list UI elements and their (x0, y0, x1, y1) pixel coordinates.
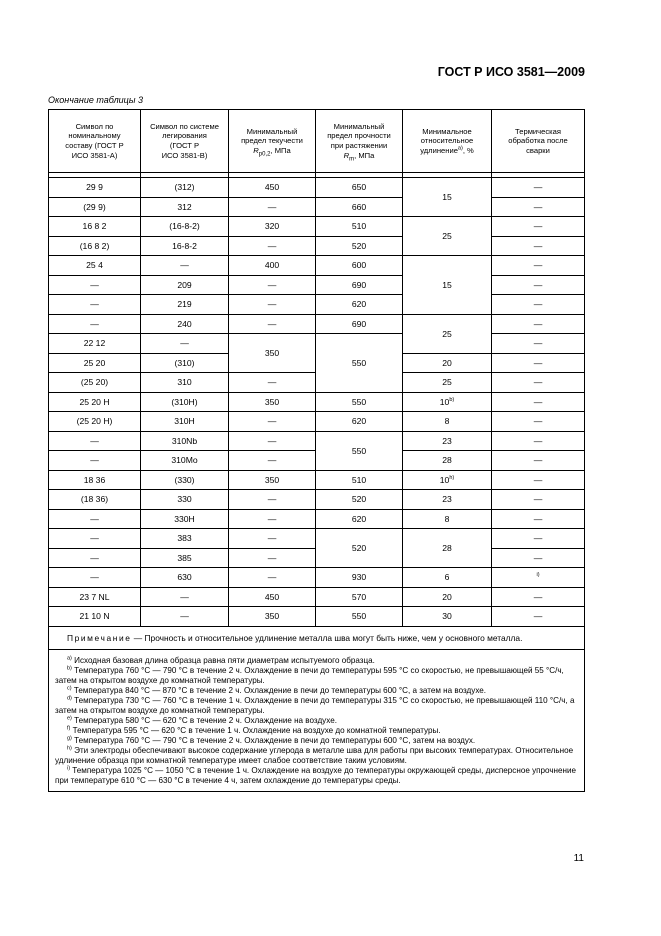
cell-alloy: 310 (141, 373, 229, 393)
header-text: относительное (420, 136, 474, 146)
column-header-elongation (403, 110, 492, 173)
cell-tensile: 520 (316, 236, 403, 256)
cell-yield: — (229, 295, 316, 315)
header-text: Символ по (75, 121, 114, 131)
cell-tensile: 690 (316, 314, 403, 334)
elongation-value: 10 (439, 474, 450, 485)
footnote-mark: a) (67, 654, 72, 661)
footnote (55, 726, 578, 736)
footnote-mark: d) (67, 694, 72, 701)
footnote-mark: e) (67, 714, 72, 721)
table-row (49, 470, 585, 490)
cell-heat: — (492, 529, 585, 549)
header-text: Минимальный (333, 121, 385, 131)
cell-elongation: 25 (403, 373, 492, 393)
cell-alloy: — (141, 587, 229, 607)
cell-alloy: 219 (141, 295, 229, 315)
cell-tensile: 660 (316, 197, 403, 217)
cell-heat: — (492, 490, 585, 510)
cell-tensile: 930 (316, 568, 403, 588)
footnote-mark: a) (457, 145, 463, 152)
cell-yield: — (229, 412, 316, 432)
header-unit: , МПа (270, 145, 291, 155)
cell-elongation: 15 (403, 178, 492, 217)
cell-elongation: 20 (403, 587, 492, 607)
cell-yield: 350 (229, 470, 316, 490)
header-text: ИСО 3581-А) (71, 150, 118, 160)
cell-alloy: 312 (141, 197, 229, 217)
table-row (49, 217, 585, 237)
cell-nominal: 25 20 H (49, 392, 141, 412)
cell-tensile: 620 (316, 295, 403, 315)
cell-yield: 350 (229, 607, 316, 627)
header-text: Минимальное (422, 126, 472, 136)
header-text: (ГОСТ Р (169, 141, 200, 150)
cell-heat: — (492, 509, 585, 529)
cell-tensile: 690 (316, 275, 403, 295)
cell-nominal: — (49, 548, 141, 568)
header-text: Минимальный (246, 126, 298, 136)
column-header-yield-strength (229, 110, 316, 173)
footnote-mark: b) (67, 664, 72, 671)
column-header-tensile-strength (316, 110, 403, 173)
cell-alloy: 209 (141, 275, 229, 295)
header-text: удлинение (420, 145, 458, 155)
cell-nominal: — (49, 431, 141, 451)
cell-heat: — (492, 275, 585, 295)
cell-heat: — (492, 548, 585, 568)
cell-nominal: 21 10 N (49, 607, 141, 627)
cell-heat: — (492, 295, 585, 315)
cell-tensile: 550 (316, 431, 403, 470)
footnote-mark: b) (449, 396, 455, 403)
cell-nominal: — (49, 568, 141, 588)
table-row (49, 431, 585, 451)
cell-heat: — (492, 470, 585, 490)
cell-tensile: 570 (316, 587, 403, 607)
cell-yield: 450 (229, 587, 316, 607)
footnote (55, 766, 578, 786)
cell-nominal: — (49, 275, 141, 295)
cell-alloy: — (141, 607, 229, 627)
header-text: обработка после (508, 136, 568, 146)
cell-nominal: — (49, 529, 141, 549)
cell-alloy: — (141, 256, 229, 276)
column-header-heat-treatment (492, 110, 585, 173)
cell-heat: — (492, 236, 585, 256)
cell-nominal: (16 8 2) (49, 236, 141, 256)
cell-tensile: 520 (316, 490, 403, 510)
header-unit: , % (462, 145, 474, 155)
footnote-mark: g) (67, 734, 72, 741)
footnote (55, 666, 578, 686)
footnote-mark: h) (449, 474, 455, 481)
cell-elongation: 25 (403, 217, 492, 256)
cell-heat: — (492, 178, 585, 198)
cell-yield: 400 (229, 256, 316, 276)
cell-heat: — (492, 587, 585, 607)
table-header-row (49, 110, 585, 173)
header-symbol: R (253, 145, 259, 155)
table-row (49, 178, 585, 198)
cell-heat: — (492, 607, 585, 627)
cell-yield: 320 (229, 217, 316, 237)
column-header-alloy-symbol (141, 110, 229, 173)
cell-alloy: — (141, 334, 229, 354)
table-row (49, 509, 585, 529)
header-text: ИСО 3581-В) (161, 150, 208, 160)
footnotes-cell (49, 649, 585, 791)
cell-alloy: 240 (141, 314, 229, 334)
cell-heat: — (492, 431, 585, 451)
cell-nominal: (18 36) (49, 490, 141, 510)
cell-yield: — (229, 314, 316, 334)
cell-nominal: 22 12 (49, 334, 141, 354)
cell-heat: — (492, 412, 585, 432)
table-row (49, 314, 585, 334)
table-row (49, 529, 585, 549)
cell-heat: — (492, 197, 585, 217)
cell-nominal: (29 9) (49, 197, 141, 217)
cell-elongation: 28 (403, 529, 492, 568)
cell-alloy: 310H (141, 412, 229, 432)
footnote-mark: h) (67, 744, 72, 751)
cell-heat: — (492, 314, 585, 334)
cell-elongation: 25 (403, 314, 492, 353)
cell-yield: — (229, 431, 316, 451)
cell-yield: — (229, 451, 316, 471)
table-row (49, 568, 585, 588)
footnote-text: Температура 730 °С — 760 °С в течение 1 ч. Охлаждение в печи до температуры 315 °С со скоростью, не превышающей 110 °С/ч, а затем на открытом воздухе до комнатной температуры. (55, 695, 575, 715)
table-row (49, 587, 585, 607)
cell-yield: — (229, 197, 316, 217)
cell-tensile: 510 (316, 470, 403, 490)
footnote (55, 656, 578, 666)
table-row (49, 392, 585, 412)
cell-alloy: (330) (141, 470, 229, 490)
cell-elongation (403, 470, 492, 490)
table-row (49, 275, 585, 295)
table-row (49, 334, 585, 354)
cell-alloy: (16-8-2) (141, 217, 229, 237)
cell-heat: — (492, 392, 585, 412)
page-number: 11 (573, 853, 584, 864)
header-unit: , МПа (354, 150, 375, 160)
cell-alloy: 330H (141, 509, 229, 529)
header-text: легирования (162, 131, 207, 141)
cell-nominal: 25 20 (49, 353, 141, 373)
header-text: составу (ГОСТ Р (65, 141, 124, 150)
note-cell (49, 626, 585, 649)
cell-tensile: 510 (316, 217, 403, 237)
cell-elongation: 28 (403, 451, 492, 471)
document-id: ГОСТ Р ИСО 3581—2009 (437, 65, 585, 79)
cell-heat (492, 568, 585, 588)
cell-yield: 350 (229, 392, 316, 412)
cell-elongation: 23 (403, 431, 492, 451)
table-row (49, 607, 585, 627)
cell-tensile: 550 (316, 607, 403, 627)
cell-nominal: (25 20) (49, 373, 141, 393)
footnote (55, 736, 578, 746)
cell-yield: 450 (229, 178, 316, 198)
footnote-mark: i) (67, 764, 71, 771)
cell-yield: — (229, 509, 316, 529)
cell-nominal: 16 8 2 (49, 217, 141, 237)
cell-tensile: 550 (316, 392, 403, 412)
footnotes-row (49, 649, 585, 791)
cell-alloy: 310Mo (141, 451, 229, 471)
cell-tensile: 550 (316, 334, 403, 393)
cell-elongation: 23 (403, 490, 492, 510)
cell-nominal: — (49, 451, 141, 471)
cell-alloy: 310Nb (141, 431, 229, 451)
header-text: номинальному (68, 131, 121, 141)
header-text: Термическая (515, 126, 561, 136)
header-text: Символ по системе (150, 121, 219, 131)
note-label: Примечание (67, 632, 132, 643)
cell-yield: — (229, 548, 316, 568)
header-symbol: R (343, 150, 350, 160)
header-subscript: m (349, 156, 355, 163)
cell-yield: — (229, 490, 316, 510)
table-row (49, 490, 585, 510)
cell-yield: — (229, 568, 316, 588)
table-caption: Окончание таблицы 3 (48, 95, 143, 105)
footnote (55, 746, 578, 766)
header-text: предел текучести (241, 136, 303, 146)
note-row (49, 626, 585, 649)
footnote (55, 716, 578, 726)
note-paragraph (55, 633, 578, 643)
footnote (55, 696, 578, 716)
table-row (49, 197, 585, 217)
cell-heat: — (492, 334, 585, 354)
cell-yield: — (229, 275, 316, 295)
cell-alloy: 383 (141, 529, 229, 549)
table-row (49, 295, 585, 315)
header-subscript: p0,2 (258, 151, 271, 158)
header-text: при растяжении (330, 141, 388, 150)
footnote-text: Температура 760 °С — 790 °С в течение 2 ч. Охлаждение в печи до температуры 595 °С со скоростью, не превышающей 55 °С/ч, затем на открытом воздухе до комнатной температуры. (55, 665, 564, 685)
table-row (49, 256, 585, 276)
cell-alloy: 385 (141, 548, 229, 568)
footnote-text: Температура 595 °С — 620 °С в течение 1 ч. Охлаждение на воздухе до комнатной температуры. (70, 725, 441, 735)
cell-yield: — (229, 373, 316, 393)
cell-elongation: 8 (403, 412, 492, 432)
cell-yield: 350 (229, 334, 316, 373)
cell-elongation: 20 (403, 353, 492, 373)
cell-tensile: 520 (316, 529, 403, 568)
cell-heat: — (492, 451, 585, 471)
footnote (55, 686, 578, 696)
footnote-mark: c) (67, 684, 72, 691)
footnote-mark: f) (67, 724, 71, 731)
cell-alloy: 16-8-2 (141, 236, 229, 256)
cell-elongation: 6 (403, 568, 492, 588)
cell-nominal: (25 20 H) (49, 412, 141, 432)
cell-elongation: 8 (403, 509, 492, 529)
cell-tensile: 650 (316, 178, 403, 198)
cell-yield: — (229, 236, 316, 256)
cell-nominal: — (49, 295, 141, 315)
cell-elongation: 15 (403, 256, 492, 315)
elongation-value: 10 (439, 396, 450, 407)
cell-tensile: 620 (316, 509, 403, 529)
cell-alloy: (310) (141, 353, 229, 373)
table-row (49, 236, 585, 256)
footnote-text: Температура 760 °С — 790 °С в течение 2 ч. Охлаждение в печи до температуры 600 °С, затем на воздух. (71, 735, 476, 745)
note-text: — Прочность и относительное удлинение металла шва могут быть ниже, чем у основного металла. (131, 632, 523, 643)
header-text: сварки (526, 145, 550, 155)
footnote-text: Температура 1025 °С — 1050 °С в течение 1 ч. Охлаждение на воздухе до температуры окружающей среды, дисперсное упрочнение при температуре 610 °С — 630 °С в течение 4 ч, затем охлаждение до температуры среды. (55, 765, 577, 785)
cell-nominal: 23 7 NL (49, 587, 141, 607)
header-text: предел прочности (327, 131, 391, 141)
cell-elongation (403, 392, 492, 412)
cell-nominal: — (49, 314, 141, 334)
footnote-mark: i) (536, 572, 540, 579)
footnote-text: Исходная базовая длина образца равна пяти диаметрам испытуемого образца. (71, 655, 375, 665)
cell-nominal: 25 4 (49, 256, 141, 276)
cell-heat: — (492, 373, 585, 393)
cell-alloy: 630 (141, 568, 229, 588)
table-row (49, 412, 585, 432)
cell-heat: — (492, 217, 585, 237)
cell-yield: — (229, 529, 316, 549)
cell-nominal: 18 36 (49, 470, 141, 490)
cell-alloy: (310H) (141, 392, 229, 412)
cell-alloy: 330 (141, 490, 229, 510)
cell-tensile: 600 (316, 256, 403, 276)
cell-nominal: — (49, 509, 141, 529)
column-header-nominal-symbol (49, 110, 141, 173)
cell-nominal: 29 9 (49, 178, 141, 198)
cell-heat: — (492, 353, 585, 373)
cell-tensile: 620 (316, 412, 403, 432)
footnote-text: Температура 580 °С — 620 °С в течение 2 ч. Охлаждение на воздухе. (71, 715, 337, 725)
footnote-text: Температура 840 °С — 870 °С в течение 2 ч. Охлаждение в печи до температуры 600 °С, а затем на воздухе. (71, 685, 487, 695)
footnote-text: Эти электроды обеспечивают высокое содержание углерода в металле шва для работы при высоких температурах. Относительное удлинение образца при комнатной температуре имеет слабое соответствие таким условиям. (55, 745, 574, 765)
cell-heat: — (492, 256, 585, 276)
cell-elongation: 30 (403, 607, 492, 627)
cell-alloy: (312) (141, 178, 229, 198)
properties-table (48, 109, 585, 792)
